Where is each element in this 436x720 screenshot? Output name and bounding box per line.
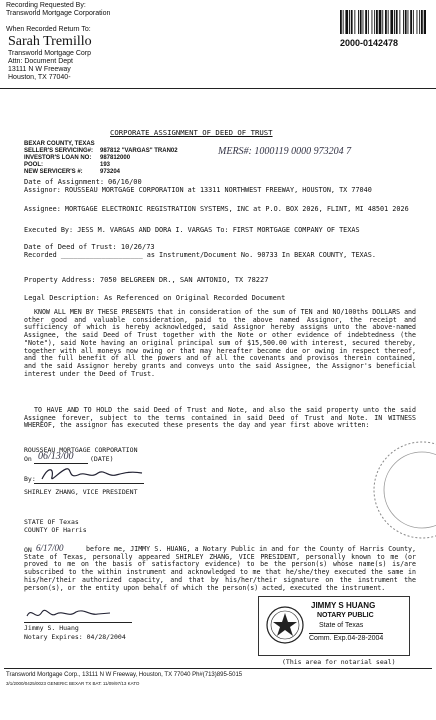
notary-expires: Notary Expires: 04/28/2004 [24, 633, 126, 641]
notary-date-handwritten: 6/17/00 [36, 543, 64, 553]
seal-state: State of Texas [319, 622, 364, 629]
notary-name: Jimmy S. Huang [24, 624, 79, 632]
assignor: Assignor: ROUSSEAU MORTGAGE CORPORATION at 13311 NORTHWEST FREEWAY, HOUSTON, TX 77040 [24, 186, 372, 194]
footer-divider [4, 668, 432, 669]
legal-description: Legal Description: As Referenced on Original Recorded Document [24, 294, 286, 302]
notary-acknowledgment: before me, JIMMY S. HUANG, a Notary Public in and for the County of Harris County, State of Texas, personally appeared SHIRLEY ZHANG, VICE PRESIDENT, personally known to me (or proved to me on the basis of satisfactory evidence) to be the person(s) whose name(s) is/are subscribed to the within instrument and acknowledged to me that he/she/they executed the same in his/her/their authorized capacity, and that by his/her/their signature on the instrument the person(s), or the entity upon behalf of which the person(s) acted, executed the instrument. [24, 545, 416, 592]
investor-loan-value: 987812000 [100, 155, 131, 161]
county-state: BEXAR COUNTY, TEXAS [24, 141, 95, 147]
notary-signature-line [24, 622, 132, 623]
mers-number-handwritten: MERS#: 1000119 0000 973204 7 [218, 146, 352, 157]
seal-name: JIMMY S HUANG [311, 601, 376, 610]
signing-company: ROUSSEAU MORTGAGE CORPORATION [24, 446, 138, 454]
executed-by: Executed By: JESS M. VARGAS AND DORA I. VARGAS To: FIRST MORTGAGE COMPANY OF TEXAS [24, 226, 360, 234]
notary-stamp [258, 596, 410, 656]
sellers-servicing-value: 987812 "VARGAS" TRAN02 [100, 148, 178, 154]
property-address: Property Address: 7050 BELGREEN DR., SAN ANTONIO, TX 78227 [24, 276, 269, 284]
when-recorded-label: When Recorded Return To: [6, 26, 91, 33]
habendum-paragraph: TO HAVE AND TO HOLD the said Deed of Trust and Note, and also the said property unto the said Assignee forever, subject to the terms contained in said Deed of Trust and Note. IN WITNESS WHEREOF, the assignor has executed these presents the day and year first above written: [24, 406, 416, 430]
barcode [340, 10, 426, 34]
seal-title: NOTARY PUBLIC [317, 612, 374, 619]
new-servicer-label: NEW SERVICER'S #: [24, 169, 83, 175]
investor-loan-label: INVESTOR'S LOAN NO: [24, 155, 92, 161]
notary-county: COUNTY OF Harris [24, 526, 87, 534]
requested-company: Transworld Mortgage Corporation [6, 10, 111, 17]
sellers-servicing-label: SELLER'S SERVICING#: [24, 148, 93, 154]
recording-requested-label: Recording Requested By: [6, 2, 86, 9]
notary-star-emblem [265, 605, 305, 649]
signature-on-label: On [24, 455, 32, 463]
document-number: 2000-0142478 [340, 38, 399, 48]
pool-label: POOL: [24, 162, 43, 168]
recorded-instrument: Recorded ____________________ as Instrument/Document No. 90733 In BEXAR COUNTY, TEXAS. [24, 251, 376, 259]
deed-of-trust-date: Date of Deed of Trust: 10/26/73 [24, 243, 155, 251]
assignee: Assignee: MORTGAGE ELECTRONIC REGISTRATION SYSTEMS, INC at P.O. BOX 2026, FLINT, MI 48501 2026 [24, 205, 409, 213]
date-of-assignment-label: Date of Assignment: [24, 178, 105, 186]
notary-state: STATE OF Texas [24, 518, 79, 526]
consideration-paragraph: KNOW ALL MEN BY THESE PRESENTS that in consideration of the sum of TEN and NO/100ths DOLLARS and other good and valuable consideration, paid to the above named Assignor, the receipt and sufficiency of which is hereby acknowledged, said Assignor hereby assigns unto the above-named Assignee, the said Deed of Trust together with the Note or other evidence of indebtedness (the "Note"), said Note having an original principal sum of $15,500.00 with interest, secured thereby, together with all moneys now owing or that may hereafter become due or owing in respect thereof, and the full benefit of all the powers and of all the covenants and provisos therein contained, and the said Assignor hereby grants and conveys unto the said Assignee, the Assignor's beneficial interest under the Deed of Trust. [24, 308, 416, 378]
return-name: Sarah Tremillo [8, 34, 92, 49]
vice-president-signature [38, 463, 148, 489]
footer-line-1: Transworld Mortgage Corp., 13111 N W Freeway, Houston, TX 77040 Ph#(713)895-5015 [6, 672, 243, 678]
return-street: 13111 N W Freeway [8, 66, 71, 73]
return-city: Houston, TX 77040- [8, 74, 71, 81]
return-company: Transworld Mortgage Corp [8, 50, 91, 57]
signature-date-handwritten: 06/13/00 [38, 451, 74, 462]
signature-by-label: By: [24, 475, 36, 483]
signature-line [34, 483, 144, 484]
return-attn: Attn: Document Dept [8, 58, 73, 65]
new-servicer-value: 973204 [100, 169, 121, 175]
notary-on-label: ON [24, 546, 32, 554]
notarial-seal-area-caption: (This area for notarial seal) [282, 658, 396, 666]
date-of-assignment-value: 06/16/00 [108, 178, 142, 186]
signer-name-title: SHIRLEY ZHANG, VICE PRESIDENT [24, 488, 138, 496]
date-tag: (DATE) [90, 455, 114, 463]
document-title: CORPORATE ASSIGNMENT OF DEED OF TRUST [110, 128, 273, 137]
corporate-seal [360, 440, 436, 544]
pool-value: 193 [100, 162, 111, 168]
header-divider [0, 88, 436, 89]
seal-commission-expiry: Comm. Exp.04-28-2004 [309, 635, 384, 642]
footer-line-2: 3/1/2000/0425/0023 GENERIC BEXAR TX BAT: 11/09/97/13 KATO [6, 681, 140, 686]
